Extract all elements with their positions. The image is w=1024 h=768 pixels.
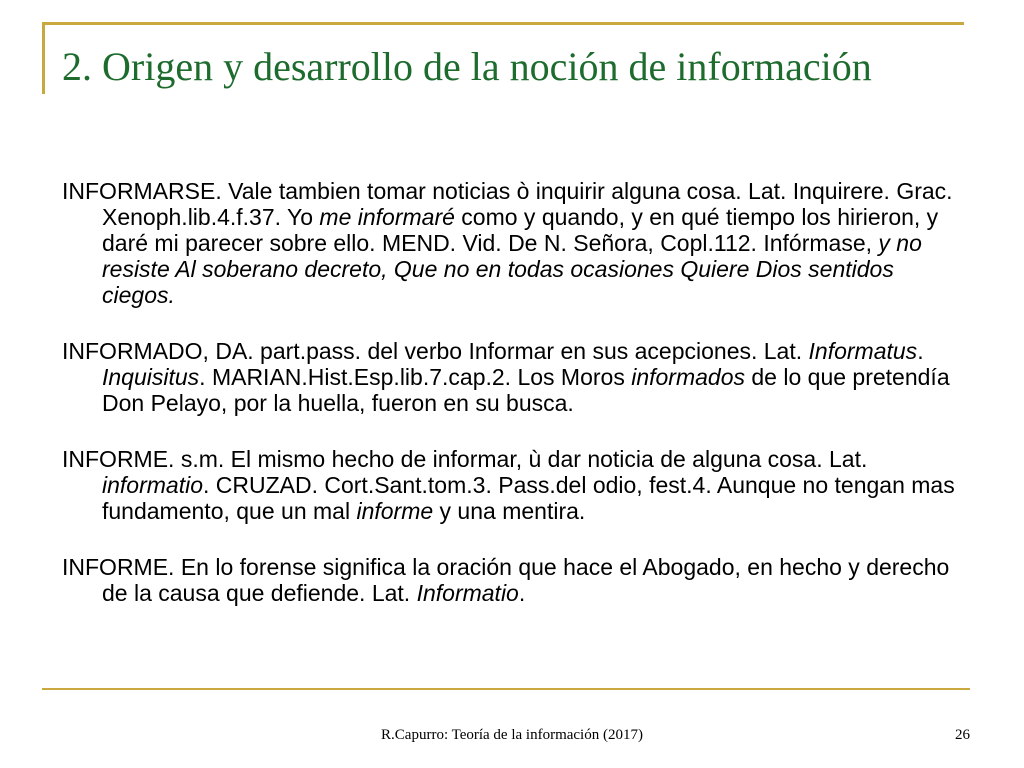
slide-title: 2. Origen y desarrollo de la noción de información [62, 44, 872, 89]
entry-text: INFORME. En lo forense significa la oración que hace el Abogado, en hecho y derecho de la causa que defiende. Lat. [62, 554, 950, 606]
entry-text: de lo que pretendía Don Pelayo, por la huella, fueron en su busca. [102, 364, 950, 416]
entry-italic-text: informe [356, 498, 434, 524]
entry-text: . MARIAN.Hist.Esp.lib.7.cap.2. Los Moros [199, 364, 632, 390]
dictionary-entry-informarse [62, 178, 962, 308]
entry-text: . [518, 580, 526, 606]
entry-text: INFORME. s.m. El mismo hecho de informar, ù dar noticia de alguna cosa. Lat. [62, 446, 868, 472]
entry-italic-text: informados [631, 364, 745, 390]
footer-rule [42, 688, 970, 690]
entry-text: . CRUZAD. Cort.Sant.tom.3. Pass.del odio, fest.4. Aunque no tengan mas fundamento, que un mal [102, 472, 955, 524]
entry-italic-text: Inquisitus [102, 364, 200, 390]
dictionary-entry-informado [62, 338, 962, 416]
footer-citation: R.Capurro: Teoría de la información (2017) [381, 727, 643, 743]
frame-top-rule [42, 22, 964, 25]
entry-text: y una mentira. [433, 498, 586, 524]
entry-italic-text: Informatio [416, 580, 519, 606]
entry-italic-text: me informaré [319, 204, 455, 230]
entry-text: INFORMADO, DA. part.pass. del verbo Informar en sus acepciones. Lat. [62, 338, 809, 364]
dictionary-entry-informe-2 [62, 554, 962, 606]
entry-italic-text: y no resiste Al soberano decreto, Que no en todas ocasiones Quiere Dios sentidos ciegos. [102, 230, 922, 308]
dictionary-entry-informe-1 [62, 446, 962, 524]
entry-italic-text: Informatus [808, 338, 918, 364]
slide-body [62, 178, 962, 636]
page-number: 26 [955, 727, 970, 743]
frame-left-rule [42, 22, 45, 94]
entry-italic-text: informatio [102, 472, 203, 498]
entry-text: INFORMARSE. Vale tambien tomar noticias ò inquirir alguna cosa. Lat. Inquirere. Grac. Xenoph.lib.4.f.37. Yo [62, 178, 953, 230]
entry-text: como y quando, y en qué tiempo los hirieron, y daré mi parecer sobre ello. MEND. Vid. De N. Señora, Copl.112. Infórmase, [102, 204, 939, 256]
entry-text: . [917, 338, 924, 364]
